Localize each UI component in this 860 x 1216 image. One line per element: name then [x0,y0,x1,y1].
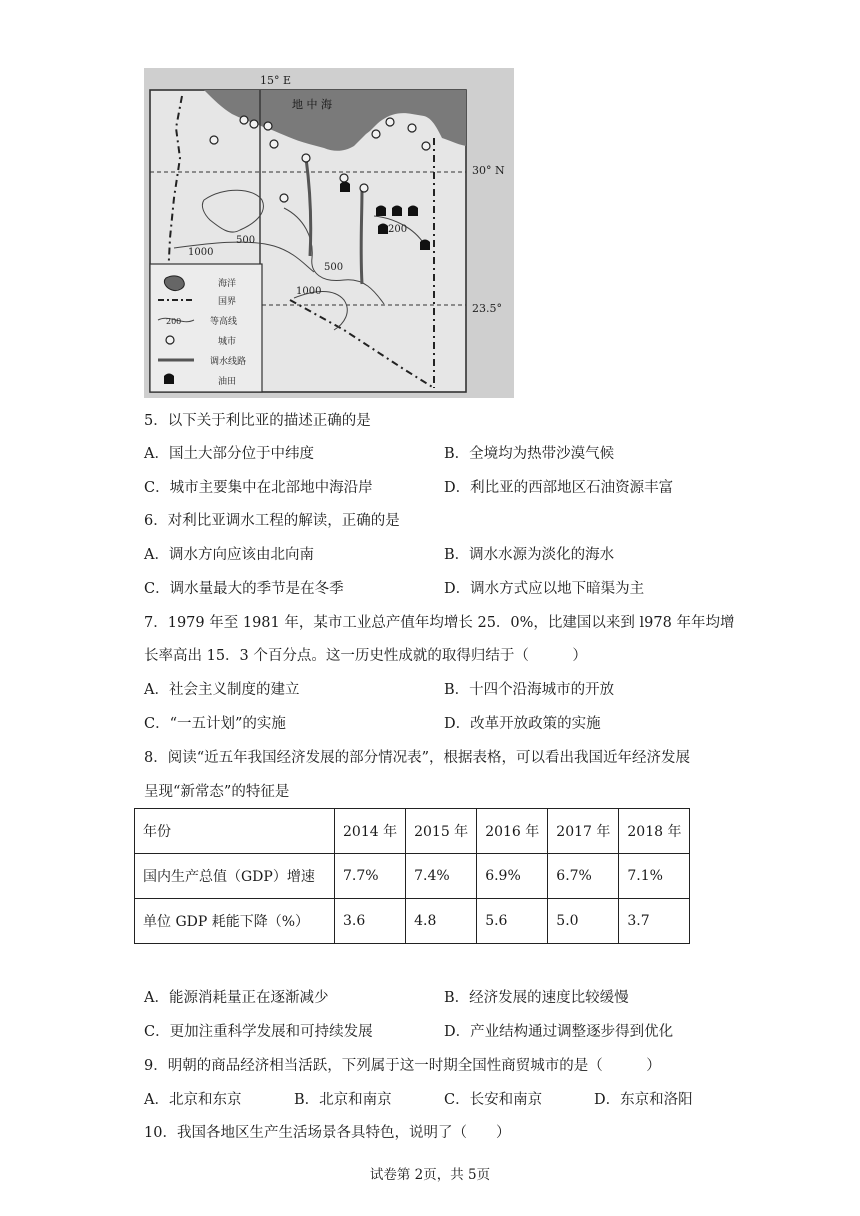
q7-option-b: B．十四个沿海城市的开放 [444,682,615,698]
table-cell: 2015 年 [406,809,477,854]
q5-option-b: B．全境均为热带沙漠气候 [444,446,615,462]
table-cell: 3.7 [619,899,690,944]
q7-option-a: A．社会主义制度的建立 [144,682,300,698]
table-row [135,899,690,944]
contour-value: 1000 [296,286,322,297]
lat23-label: 23.5° [472,302,502,315]
q6-option-d: D．调水方式应以地下暗渠为主 [444,581,645,597]
contour-value: 1000 [188,247,214,258]
q8-option-b: B．经济发展的速度比较缓慢 [444,990,629,1006]
legend-label: 等高线 [210,317,238,327]
q5-option-d: D．利比亚的西部地区石油资源丰富 [444,480,674,496]
q9-stem: 9．明朝的商品经济相当活跃，下列属于这一时期全国性商贸城市的是（ ） [144,1058,661,1074]
table-header-row [135,809,690,854]
q7-stem-line1: 7．1979 年至 1981 年，某市工业总产值年均增长 25．0%，比建国以来到 l978 年年均增 [144,615,735,631]
q7-option-c: C．“一五计划”的实施 [144,716,286,732]
q5-stem: 5．以下关于利比亚的描述正确的是 [144,413,371,429]
q9-option-a: A．北京和东京 [144,1092,242,1108]
table-cell: 2014 年 [335,809,406,854]
q5-option-c: C．城市主要集中在北部地中海沿岸 [144,480,373,496]
legend-contour-value: 200 [166,317,182,326]
table-cell: 单位 GDP 耗能下降（%） [135,899,335,944]
q10-stem: 10．我国各地区生产生活场景各具特色，说明了（ ） [144,1125,511,1141]
q7-stem-line2: 长率高出 15．3 个百分点。这一历史性成就的取得归结于（ ） [144,648,587,664]
table-cell: 5.6 [477,899,548,944]
sea-label: 地 中 海 [292,98,332,111]
lon-label: 15° E [260,74,292,87]
legend-label: 油田 [218,377,237,387]
q5-option-a: A．国土大部分位于中纬度 [144,446,314,462]
city-legend-icon [166,336,174,344]
legend-label: 调水线路 [210,357,247,367]
table-cell: 7.1% [619,854,690,899]
q8-stem-line1: 8．阅读“近五年我国经济发展的部分情况表”，根据表格，可以看出我国近年经济发展 [144,750,691,766]
contour-value: 200 [388,224,408,235]
table-cell: 2017 年 [548,809,619,854]
table-cell: 2018 年 [619,809,690,854]
q6-stem: 6．对利比亚调水工程的解读，正确的是 [144,513,400,529]
table-cell: 3.6 [335,899,406,944]
q8-option-d: D．产业结构通过调整逐步得到优化 [444,1024,674,1040]
q6-option-b: B．调水水源为淡化的海水 [444,547,615,563]
legend-label: 城市 [218,337,237,347]
table-cell: 年份 [135,809,335,854]
q8-stem-line2: 呈现“新常态”的特征是 [144,784,290,800]
legend-label: 国界 [218,297,237,307]
table-cell: 7.4% [406,854,477,899]
table-cell: 5.0 [548,899,619,944]
table-row [135,854,690,899]
table-cell: 2016 年 [477,809,548,854]
page-footer: 试卷第 2页，共 5页 [369,1167,491,1183]
q7-option-d: D．改革开放政策的实施 [444,716,601,732]
q9-option-c: C．长安和南京 [444,1092,543,1108]
q9-option-d: D．东京和洛阳 [594,1092,693,1108]
q8-option-a: A．能源消耗量正在逐渐减少 [144,990,329,1006]
table-cell: 6.7% [548,854,619,899]
q6-option-c: C．调水量最大的季节是在冬季 [144,581,344,597]
table-cell: 国内生产总值（GDP）增速 [135,854,335,899]
table-cell: 4.8 [406,899,477,944]
libya-map [144,68,514,398]
q6-option-a: A．调水方向应该由北向南 [144,547,314,563]
table-cell: 6.9% [477,854,548,899]
water-transfer-line [361,188,362,284]
legend-label: 海洋 [218,279,237,289]
q8-option-c: C．更加注重科学发展和可持续发展 [144,1024,373,1040]
oilfield-legend-icon [164,374,174,385]
table-cell: 7.7% [335,854,406,899]
economy-table [134,808,690,944]
q9-option-b: B．北京和南京 [294,1092,392,1108]
contour-value: 500 [236,235,256,246]
contour-value: 500 [324,262,344,273]
lat30-label: 30° N [472,164,505,177]
